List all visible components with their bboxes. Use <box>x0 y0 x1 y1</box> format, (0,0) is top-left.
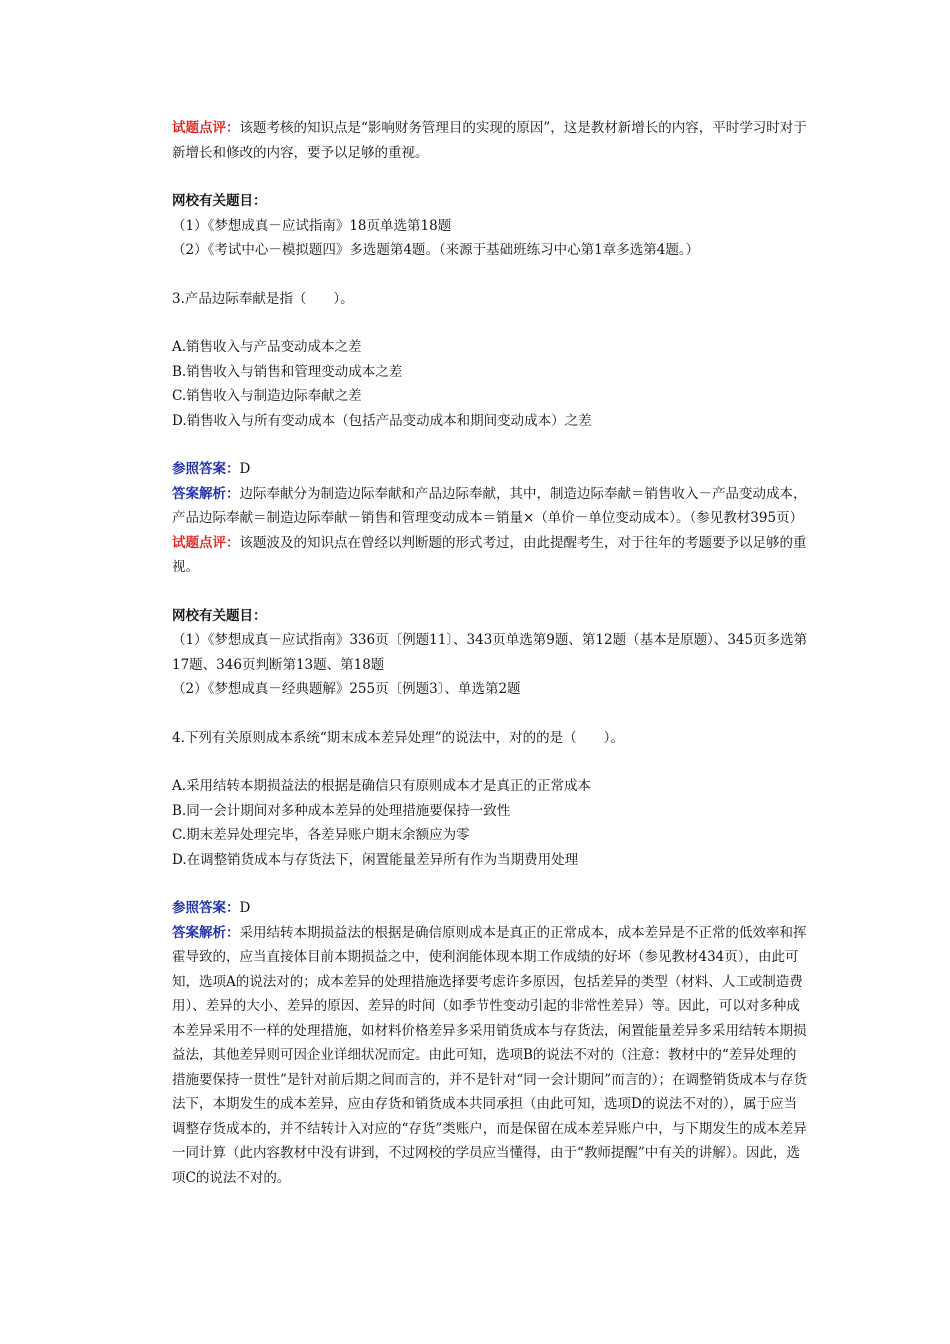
q3-comment <box>172 531 808 580</box>
comment-label: 试题点评： <box>172 534 240 551</box>
analysis-paragraph <box>172 921 808 1191</box>
option-a: A.销售收入与产品变动成本之差 <box>172 339 362 355</box>
related-heading: 网校有关题目： <box>172 193 267 209</box>
option-d: D.销售收入与所有变动成本（包括产品变动成本和期间变动成本）之差 <box>172 412 592 429</box>
comment-text: 该题波及的知识点在曾经以判断题的形式考过，由此提醒考生，对于往年的考题要予以足够的重视。 <box>172 534 807 575</box>
analysis-label: 答案解析： <box>172 485 240 502</box>
related-item: （2）《梦想成真－经典题解》255页〔例题3〕、单选第2题 <box>172 681 521 697</box>
answer-line <box>172 457 808 482</box>
answer-label: 参照答案： <box>172 900 240 916</box>
option-b: B.销售收入与销售和管理变动成本之差 <box>172 363 403 380</box>
comment-label: 试题点评： <box>172 120 240 136</box>
question-3: 3.产品边际奉献是指（ ）。 <box>172 290 354 307</box>
option-d: D.在调整销货成本与存货法下，闲置能量差异所有作为当期费用处理 <box>172 851 579 868</box>
analysis-label: 答案解析： <box>172 924 240 941</box>
option-c: C.期末差异处理完毕，各差异账户期末余额应为零 <box>172 827 470 843</box>
related-heading: 网校有关题目： <box>172 607 267 624</box>
question-4: 4.下列有关原则成本系统“期末成本差异处理”的说法中，对的的是（ ）。 <box>172 729 624 746</box>
option-a: A.采用结转本期损益法的根据是确信只有原则成本才是真正的正常成本 <box>172 778 592 794</box>
answer-line <box>172 896 808 921</box>
analysis-text: 边际奉献分为制造边际奉献和产品边际奉献，其中，制造边际奉献＝销售收入－产品变动成本，产品边际奉献＝制造边际奉献－销售和管理变动成本＝销量×（单价－单位变动成本）。（参见教材395页） <box>172 485 807 526</box>
analysis-paragraph <box>172 482 808 531</box>
related-item: （2）《考试中心－模拟题四》多选题第4题。（来源于基础班练习中心第1章多选第4题。） <box>172 242 700 258</box>
option-b: B.同一会计期间对多种成本差异的处理措施要保持一致性 <box>172 802 511 819</box>
option-c: C.销售收入与制造边际奉献之差 <box>172 388 362 404</box>
document-page <box>172 116 808 1190</box>
answer-value: D <box>239 900 251 916</box>
related-item: （1）《梦想成真－应试指南》336页〔例题11〕、343页单选第9题、第12题（基本是原题）、345页多选第17题、346页判断第13题、第18题 <box>172 632 808 673</box>
comment-text: 该题考核的知识点是“影响财务管理目的实现的原因”，这是教材新增长的内容，平时学习时对于新增长和修改的内容，要予以足够的重视。 <box>172 120 807 161</box>
analysis-text: 采用结转本期损益法的根据是确信原则成本是真正的正常成本，成本差异是不正常的低效率和挥霍导致的，应当直接体目前本期损益之中，使利润能体现本期工作成绩的好坏（参见教材434页），由此可知，选项A的说法对的；成本差异的处理措施选择要考虑许多原因，包括差异的类型（材料、人工或制造费用）、差异的大小、差异的原因、差异的时间（如季节性变动引起的非常性差异）等。因此，可以对多种成本差异采用不一样的处理措施，如材料价格差异多采用销货成本与存货法，闲置能量差异多采用结转本期损益法，其他差异则可因企业详细状况而定。由此可知，选项B的说法不对的（注意：教材中的“差异处理的措施要保持一贯性”是针对前后期之间而言的，并不是针对“同一会计期间”而言的）；在调整销货成本与存货法下，本期发生的成本差异，应由存货和销货成本共同承担（由此可知，选项D的说法不对的），属于应当调整存货成本的，并不结转计入对应的“存货”类账户，而是保留在成本差异账户中，与下期发生的成本差异一同计算（此内容教材中没有讲到，不过网校的学员应当懂得，由于“教师提醒”中有关的讲解）。因此，选项C的说法不对的。 <box>172 924 807 1186</box>
block1-comment <box>172 116 808 165</box>
related-item: （1）《梦想成真－应试指南》18页单选第18题 <box>172 217 452 234</box>
answer-value: D <box>239 461 251 477</box>
answer-label: 参照答案： <box>172 461 240 477</box>
